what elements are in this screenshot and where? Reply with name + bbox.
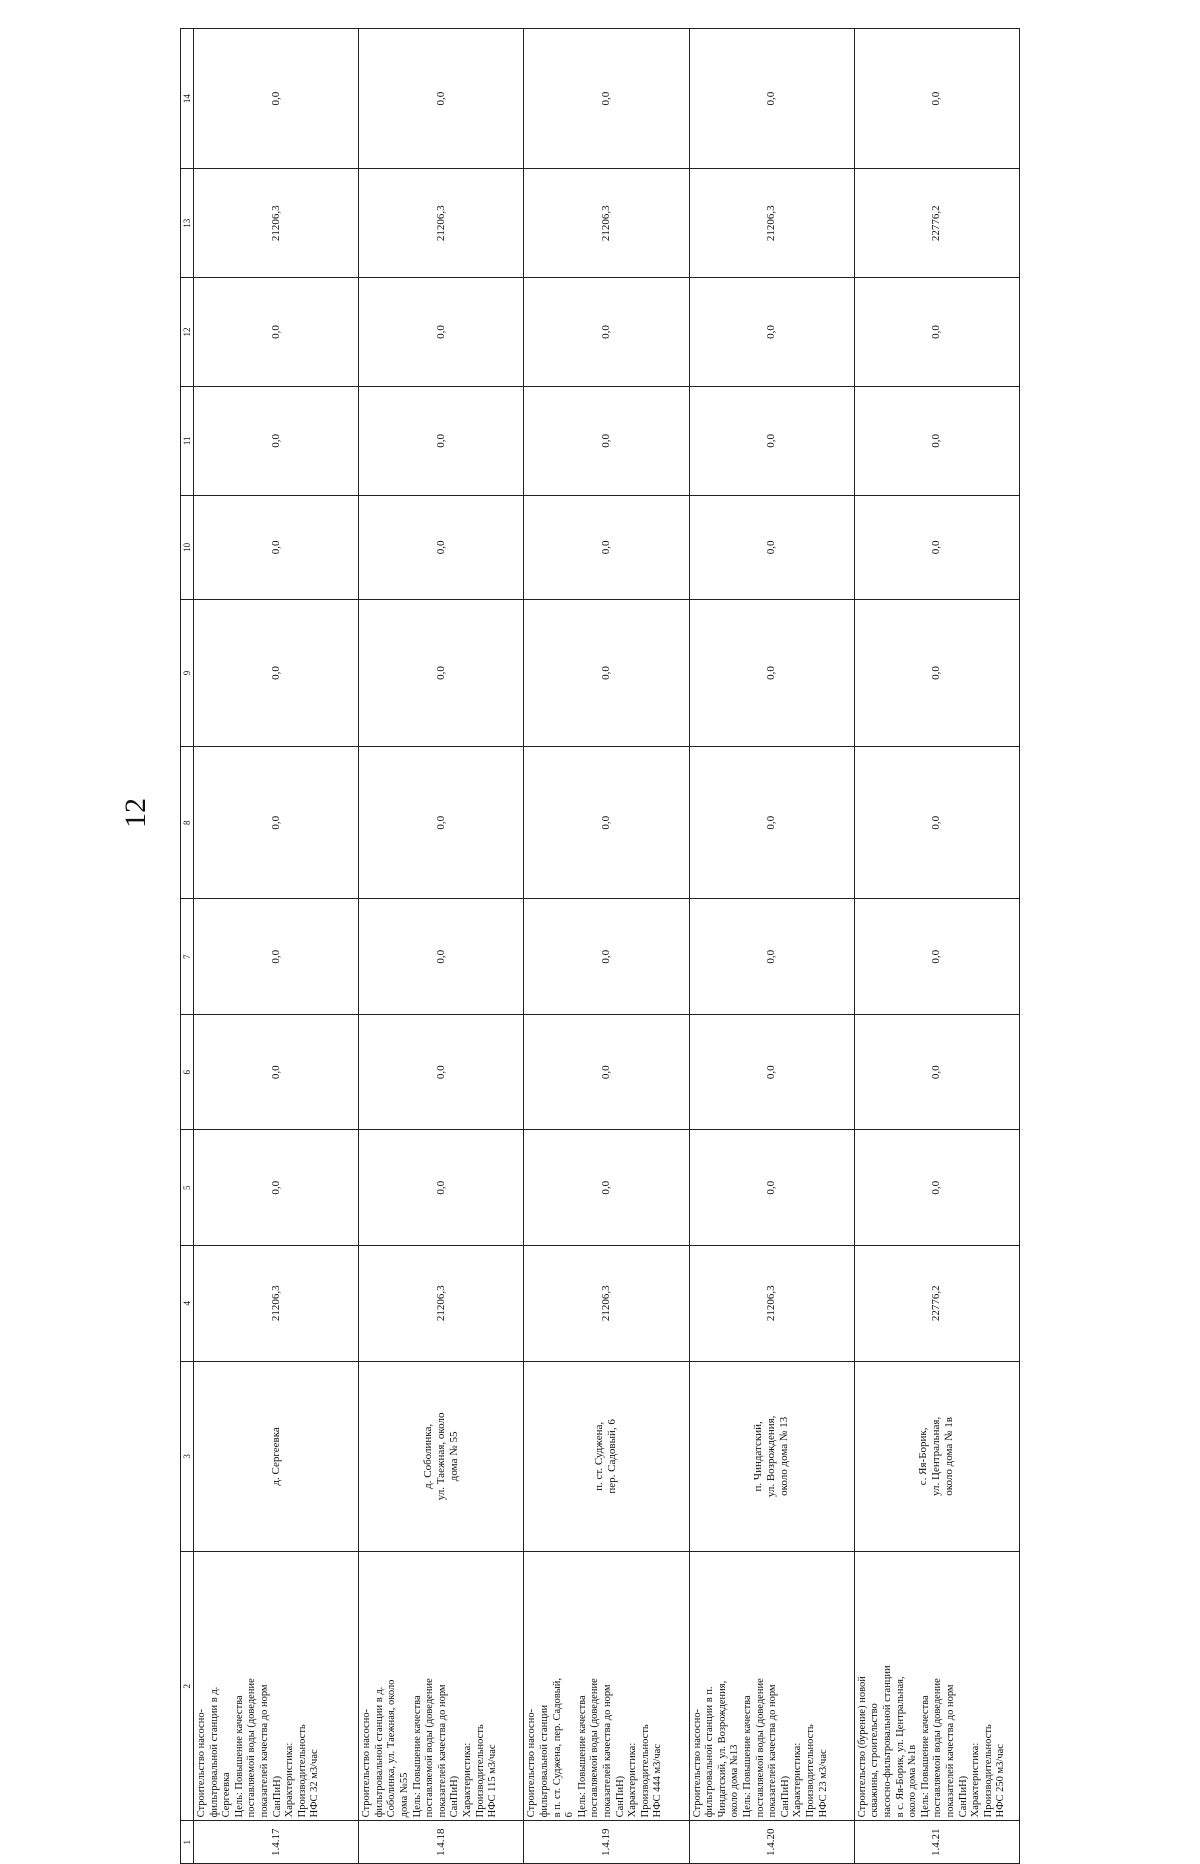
value-cell-col-14: 0,0 — [854, 29, 1019, 169]
value-cell-col-9: 0,0 — [359, 600, 524, 747]
value-cell-col-6: 0,0 — [524, 1014, 689, 1130]
column-header-4: 4 — [181, 1246, 194, 1362]
value-cell-col-7: 0,0 — [359, 899, 524, 1015]
value-cell-col-5: 0,0 — [359, 1130, 524, 1246]
value-cell-col-9: 0,0 — [854, 600, 1019, 747]
project-location — [194, 1361, 359, 1552]
description-line: Характеристика: — [970, 1742, 982, 1818]
value-cell-col-6: 0,0 — [359, 1014, 524, 1130]
value-cell-col-9: 0,0 — [194, 600, 359, 747]
description-line: Соболинка, ул. Таежная, около — [386, 1679, 398, 1818]
value-cell-col-11: 0,0 — [194, 386, 359, 495]
value-cell-col-6: 0,0 — [194, 1014, 359, 1130]
description-line: фильтровальной станции — [538, 1704, 550, 1818]
value-cell-col-4: 22776,2 — [854, 1246, 1019, 1362]
location-line: ул. Возрождения, — [765, 1415, 778, 1498]
description-line: фильтровальной станции в д. — [373, 1686, 385, 1818]
value-cell-col-14: 0,0 — [524, 29, 689, 169]
value-cell-col-14: 0,0 — [359, 29, 524, 169]
description-line: фильтровальной станции в д. — [208, 1686, 220, 1818]
project-description — [194, 1552, 359, 1821]
value-cell-col-4: 21206,3 — [359, 1246, 524, 1362]
column-header-2: 2 — [181, 1552, 194, 1821]
description-line: НФС 115 м3/час — [487, 1744, 499, 1818]
value-cell-col-11: 0,0 — [854, 386, 1019, 495]
row-number: 1.4.18 — [359, 1821, 524, 1864]
value-cell-col-12: 0,0 — [524, 278, 689, 387]
description-line: Характеристика: — [627, 1742, 639, 1818]
description-line: около дома №13 — [729, 1744, 741, 1818]
table-row — [194, 29, 359, 1864]
value-cell-col-10: 0,0 — [524, 495, 689, 599]
description-line: Производительность — [804, 1724, 816, 1818]
value-cell-col-8: 0,0 — [854, 746, 1019, 899]
column-header-3: 3 — [181, 1361, 194, 1552]
project-location — [689, 1361, 854, 1552]
project-location — [524, 1361, 689, 1552]
value-cell-col-11: 0,0 — [524, 386, 689, 495]
description-line: СанПиН) — [957, 1775, 969, 1818]
description-line: Строительство насосно- — [196, 1708, 207, 1818]
column-header-13: 13 — [181, 169, 194, 278]
row-number: 1.4.17 — [194, 1821, 359, 1864]
value-cell-col-7: 0,0 — [194, 899, 359, 1015]
description-line: СанПиН) — [779, 1775, 791, 1818]
location-line: пер. Садовый, 6 — [606, 1419, 619, 1494]
description-line: поставляемой воды (доведение — [754, 1678, 766, 1818]
description-line: поставляемой воды (доведение — [246, 1678, 258, 1818]
project-description — [524, 1552, 689, 1821]
description-line: в п. ст. Суджена, пер. Садовый, — [551, 1677, 563, 1818]
description-line: СанПиН) — [614, 1775, 626, 1818]
description-line: Цель: Повышение качества — [576, 1695, 588, 1818]
value-cell-col-13: 21206,3 — [359, 169, 524, 278]
value-cell-col-12: 0,0 — [359, 278, 524, 387]
description-line: Характеристика: — [792, 1742, 804, 1818]
value-cell-col-5: 0,0 — [854, 1130, 1019, 1246]
value-cell-col-10: 0,0 — [359, 495, 524, 599]
description-line: поставляемой воды (доведение — [424, 1678, 436, 1818]
description-line: показателей качества до норм — [258, 1684, 270, 1818]
location-line: около дома № 13 — [778, 1416, 791, 1496]
value-cell-col-10: 0,0 — [689, 495, 854, 599]
value-cell-col-4: 21206,3 — [194, 1246, 359, 1362]
description-line: показателей качества до норм — [601, 1684, 613, 1818]
description-line: Строительство насосно- — [361, 1708, 373, 1818]
table-rotated-wrapper — [180, 28, 1020, 1864]
description-line: НФС 23 м3/час — [817, 1749, 829, 1818]
column-header-5: 5 — [181, 1130, 194, 1246]
value-cell-col-8: 0,0 — [524, 746, 689, 899]
value-cell-col-4: 21206,3 — [689, 1246, 854, 1362]
description-line: поставляемой воды (доведение — [589, 1678, 601, 1818]
column-header-10: 10 — [181, 495, 194, 599]
value-cell-col-12: 0,0 — [854, 278, 1019, 387]
description-line: СанПиН) — [449, 1775, 461, 1818]
value-cell-col-9: 0,0 — [689, 600, 854, 747]
value-cell-col-14: 0,0 — [689, 29, 854, 169]
column-header-1: 1 — [181, 1821, 194, 1864]
value-cell-col-6: 0,0 — [689, 1014, 854, 1130]
value-cell-col-7: 0,0 — [854, 899, 1019, 1015]
value-cell-col-8: 0,0 — [689, 746, 854, 899]
column-header-7: 7 — [181, 899, 194, 1015]
value-cell-col-8: 0,0 — [194, 746, 359, 899]
project-description — [689, 1552, 854, 1821]
value-cell-col-12: 0,0 — [689, 278, 854, 387]
location-line: д. Сергеевка — [269, 1427, 282, 1486]
description-line: Цель: Повышение качества — [919, 1695, 931, 1818]
description-line: поставляемой воды (доведение — [932, 1678, 944, 1818]
page-number: 12 — [119, 798, 152, 828]
value-cell-col-13: 22776,2 — [854, 169, 1019, 278]
description-line: Строительство (бурение) новой — [856, 1676, 868, 1818]
location-line: около дома № 1в — [943, 1417, 956, 1496]
column-header-6: 6 — [181, 1014, 194, 1130]
value-cell-col-13: 21206,3 — [524, 169, 689, 278]
value-cell-col-4: 21206,3 — [524, 1246, 689, 1362]
value-cell-col-10: 0,0 — [854, 495, 1019, 599]
description-line: Сергеевка — [221, 1772, 233, 1818]
description-line: Характеристика: — [461, 1742, 473, 1818]
description-line: Цель: Повышение качества — [741, 1695, 753, 1818]
description-line: 6 — [564, 1812, 576, 1818]
column-header-9: 9 — [181, 600, 194, 747]
description-line: показателей качества до норм — [436, 1684, 448, 1818]
location-line: ул. Таежная, около — [434, 1412, 447, 1501]
description-line: в с. Яя-Борик, ул. Центральная, — [894, 1676, 906, 1818]
description-line: Производительность — [296, 1724, 308, 1818]
description-line: Производительность — [474, 1724, 486, 1818]
description-line: около дома №1в — [907, 1744, 919, 1818]
column-header-14: 14 — [181, 29, 194, 169]
description-line: насосно-фильтровальной станции — [881, 1665, 893, 1818]
location-line: д. Соболинка, — [421, 1423, 434, 1489]
description-line: Строительство насосно- — [526, 1708, 538, 1818]
description-line: Чиндатский, ул. Возрождения, — [716, 1680, 728, 1818]
value-cell-col-11: 0,0 — [689, 386, 854, 495]
value-cell-col-9: 0,0 — [524, 600, 689, 747]
description-line: показателей качества до норм — [767, 1684, 779, 1818]
table-row — [854, 29, 1019, 1864]
location-line: ул. Центральная, — [930, 1416, 943, 1496]
column-header-8: 8 — [181, 746, 194, 899]
column-header-11: 11 — [181, 386, 194, 495]
description-line: НФС 250 м3/час — [995, 1744, 1007, 1818]
value-cell-col-7: 0,0 — [524, 899, 689, 1015]
value-cell-col-13: 21206,3 — [194, 169, 359, 278]
description-line: СанПиН) — [271, 1775, 283, 1818]
description-line: Цель: Повышение качества — [233, 1695, 245, 1818]
location-line: п. ст. Суджена, — [593, 1421, 606, 1491]
column-header-12: 12 — [181, 278, 194, 387]
table-row — [524, 29, 689, 1864]
project-description — [359, 1552, 524, 1821]
value-cell-col-11: 0,0 — [359, 386, 524, 495]
description-line: дома №55 — [398, 1772, 410, 1818]
investment-table — [180, 28, 1020, 1864]
value-cell-col-14: 0,0 — [194, 29, 359, 169]
value-cell-col-5: 0,0 — [524, 1130, 689, 1246]
row-number: 1.4.21 — [854, 1821, 1019, 1864]
location-line: дома № 55 — [447, 1431, 460, 1482]
description-line: фильтровальной станции в п. — [704, 1686, 716, 1818]
description-line: скважины, строительство — [869, 1703, 881, 1818]
row-number: 1.4.20 — [689, 1821, 854, 1864]
table-row — [359, 29, 524, 1864]
location-line: п. Чиндатский, — [752, 1421, 765, 1492]
location-line: с. Яя-Борик, — [917, 1427, 930, 1486]
value-cell-col-5: 0,0 — [194, 1130, 359, 1246]
value-cell-col-5: 0,0 — [689, 1130, 854, 1246]
value-cell-col-7: 0,0 — [689, 899, 854, 1015]
value-cell-col-13: 21206,3 — [689, 169, 854, 278]
project-description — [854, 1552, 1019, 1821]
value-cell-col-10: 0,0 — [194, 495, 359, 599]
value-cell-col-12: 0,0 — [194, 278, 359, 387]
table-header — [181, 29, 194, 1864]
description-line: показателей качества до норм — [944, 1684, 956, 1818]
description-line: Строительство насосно- — [691, 1708, 703, 1818]
description-line: Производительность — [982, 1724, 994, 1818]
project-location — [359, 1361, 524, 1552]
project-location — [854, 1361, 1019, 1552]
description-line: Характеристика: — [284, 1742, 296, 1818]
value-cell-col-6: 0,0 — [854, 1014, 1019, 1130]
table-row — [689, 29, 854, 1864]
description-line: НФС 32 м3/час — [309, 1749, 321, 1818]
description-line: Цель: Повышение качества — [411, 1695, 423, 1818]
table-body — [194, 29, 1020, 1864]
description-line: НФС 444 м3/час — [652, 1744, 664, 1818]
row-number: 1.4.19 — [524, 1821, 689, 1864]
description-line: Производительность — [639, 1724, 651, 1818]
value-cell-col-8: 0,0 — [359, 746, 524, 899]
